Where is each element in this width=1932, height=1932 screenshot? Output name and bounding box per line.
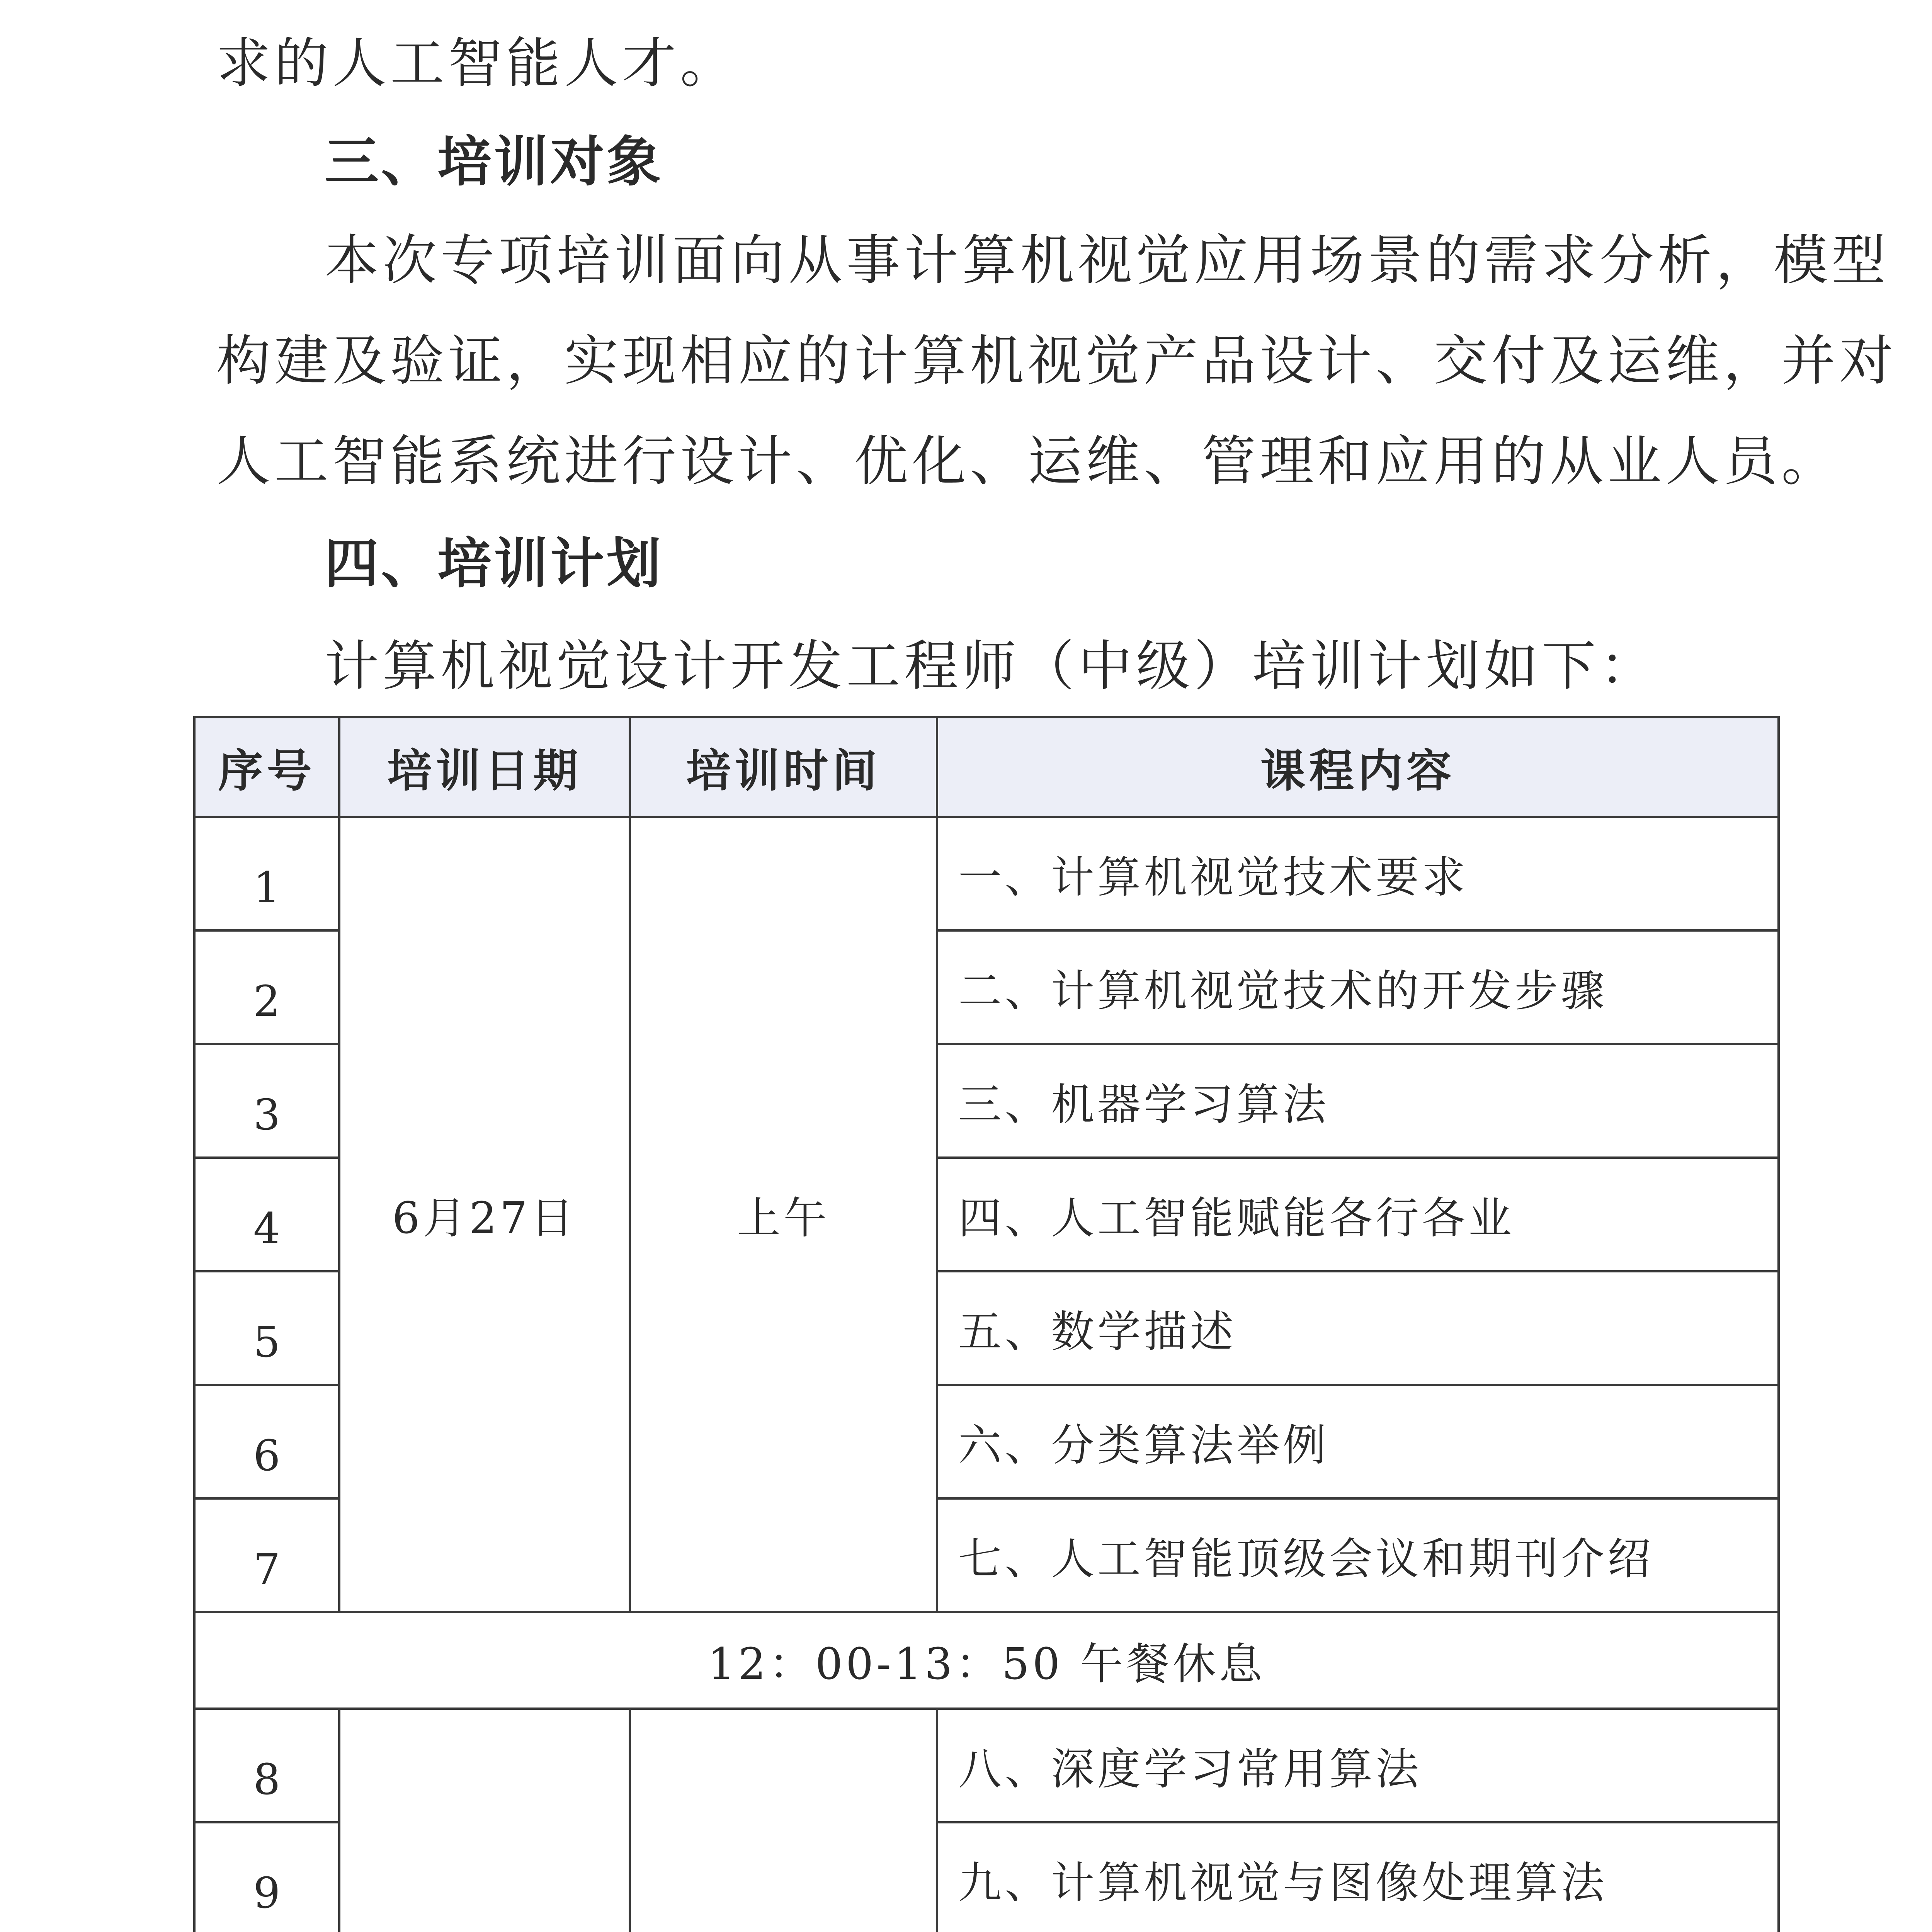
row-number: 5: [194, 1271, 339, 1385]
row-number: 3: [194, 1044, 339, 1158]
section-4-intro: 计算机视觉设计开发工程师（中级）培训计划如下：: [325, 635, 1658, 698]
table-header-row: [194, 717, 1779, 817]
row-number: 9: [194, 1822, 339, 1932]
morning-date-cell: 6月27日: [339, 817, 630, 1612]
header-no: 序号: [194, 717, 339, 817]
row-number: 6: [194, 1385, 339, 1498]
course-content: 六、分类算法举例: [937, 1385, 1779, 1498]
header-content: 课程内容: [937, 717, 1779, 817]
course-content: 二、计算机视觉技术的开发步骤: [937, 930, 1779, 1044]
section-3-body-line-1: 本次专项培训面向从事计算机视觉应用场景的需求分析，模型: [325, 229, 1890, 292]
course-content: 一、计算机视觉技术要求: [937, 817, 1779, 930]
morning-time-cell: 上午: [630, 817, 937, 1612]
lunch-break-row: [194, 1612, 1779, 1709]
training-plan-table: [193, 716, 1780, 1932]
lunch-break-cell: 12：00-13：50 午餐休息: [194, 1612, 1779, 1709]
row-number: 1: [194, 817, 339, 930]
row-number: 7: [194, 1498, 339, 1612]
course-content: 八、深度学习常用算法: [937, 1709, 1779, 1822]
section-heading-training-plan: 四、培训计划: [325, 532, 663, 595]
section-heading-training-target: 三、培训对象: [325, 131, 663, 194]
header-date: 培训日期: [339, 717, 630, 817]
course-content: 五、数学描述: [937, 1271, 1779, 1385]
row-number: 8: [194, 1709, 339, 1822]
section-3-body-line-2: 构建及验证，实现相应的计算机视觉产品设计、交付及运维，并对: [216, 330, 1898, 393]
course-content: 三、机器学习算法: [937, 1044, 1779, 1158]
course-content: 四、人工智能赋能各行各业: [937, 1158, 1779, 1271]
afternoon-date-cell: [339, 1709, 630, 1932]
row-number: 2: [194, 930, 339, 1044]
table-row: [194, 1709, 1779, 1822]
section-3-body-line-3: 人工智能系统进行设计、优化、运维、管理和应用的从业人员。: [216, 430, 1840, 493]
row-number: 4: [194, 1158, 339, 1271]
afternoon-time-cell: [630, 1709, 937, 1932]
course-content: 七、人工智能顶级会议和期刊介绍: [937, 1498, 1779, 1612]
header-time: 培训时间: [630, 717, 937, 817]
table-row: [194, 817, 1779, 930]
paragraph-line-continuation: 求的人工智能人才。: [216, 32, 738, 95]
course-content: 九、计算机视觉与图像处理算法: [937, 1822, 1779, 1932]
